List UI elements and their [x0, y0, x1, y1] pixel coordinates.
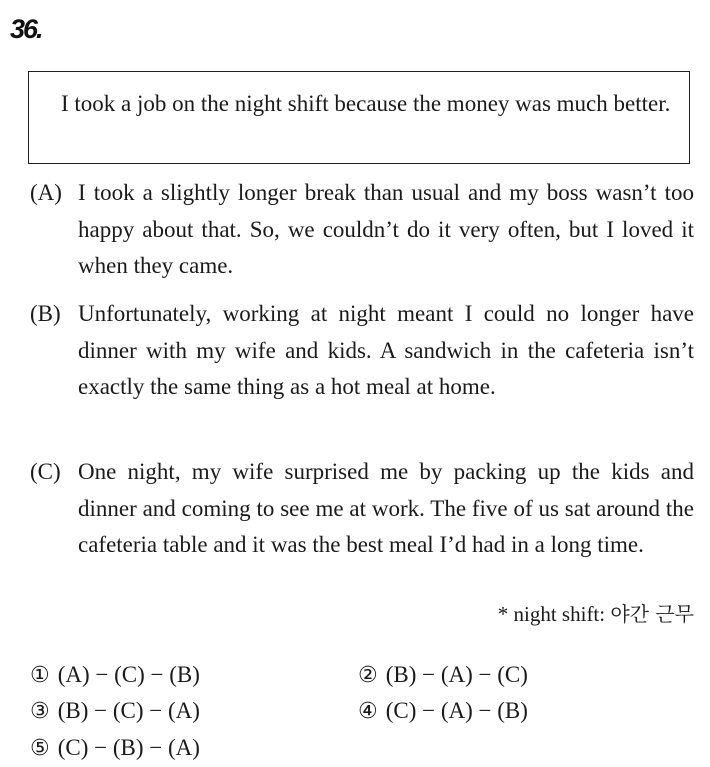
question-number: 36. [10, 14, 42, 44]
paragraph-text-a: I took a slightly longer break than usual and my boss wasn’t too happy about that. So, we couldn’t do it very often, but I loved it when they came. [78, 180, 694, 279]
paragraph-a [30, 175, 694, 285]
paragraph-label-c: (C) [30, 459, 61, 484]
answer-choice-4[interactable] [358, 696, 528, 727]
footnote [498, 599, 694, 629]
answer-choice-3[interactable] [30, 696, 200, 727]
footnote-meaning: 야간 근무 [610, 602, 694, 626]
choice-text-4: (C) − (A) − (B) [385, 698, 528, 723]
choice-mark-5: ⑤ [30, 736, 50, 761]
footnote-term: night shift: [513, 602, 606, 626]
given-sentence: I took a job on the night shift because the money was much better. [61, 91, 671, 116]
paragraph-text-c: One night, my wife surprised me by packing up the kids and dinner and coming to see me at work. The five of us sat around the cafeteria table and it was the best meal I’d had in a long time. [78, 459, 694, 558]
choice-mark-4: ④ [358, 699, 378, 724]
choice-mark-3: ③ [30, 699, 50, 724]
paragraph-label-b: (B) [30, 301, 61, 326]
paragraph-b [30, 296, 694, 406]
choice-mark-2: ② [358, 663, 378, 688]
answer-choice-2[interactable] [358, 660, 528, 691]
given-sentence-box [28, 71, 690, 164]
choice-mark-1: ① [30, 663, 50, 688]
choice-text-3: (B) − (C) − (A) [57, 698, 200, 723]
paragraph-text-b: Unfortunately, working at night meant I could no longer have dinner with my wife and kids. A sandwich in the cafeteria isn’t exactly the same thing as a hot meal at home. [78, 301, 694, 400]
footnote-star: * [497, 602, 509, 626]
answer-choice-1[interactable] [30, 660, 200, 691]
paragraph-c [30, 454, 694, 564]
choice-text-2: (B) − (A) − (C) [385, 662, 528, 687]
answer-choice-5[interactable] [30, 733, 200, 764]
choice-text-5: (C) − (B) − (A) [57, 735, 200, 760]
choice-text-1: (A) − (C) − (B) [57, 662, 200, 687]
paragraph-label-a: (A) [30, 180, 62, 205]
